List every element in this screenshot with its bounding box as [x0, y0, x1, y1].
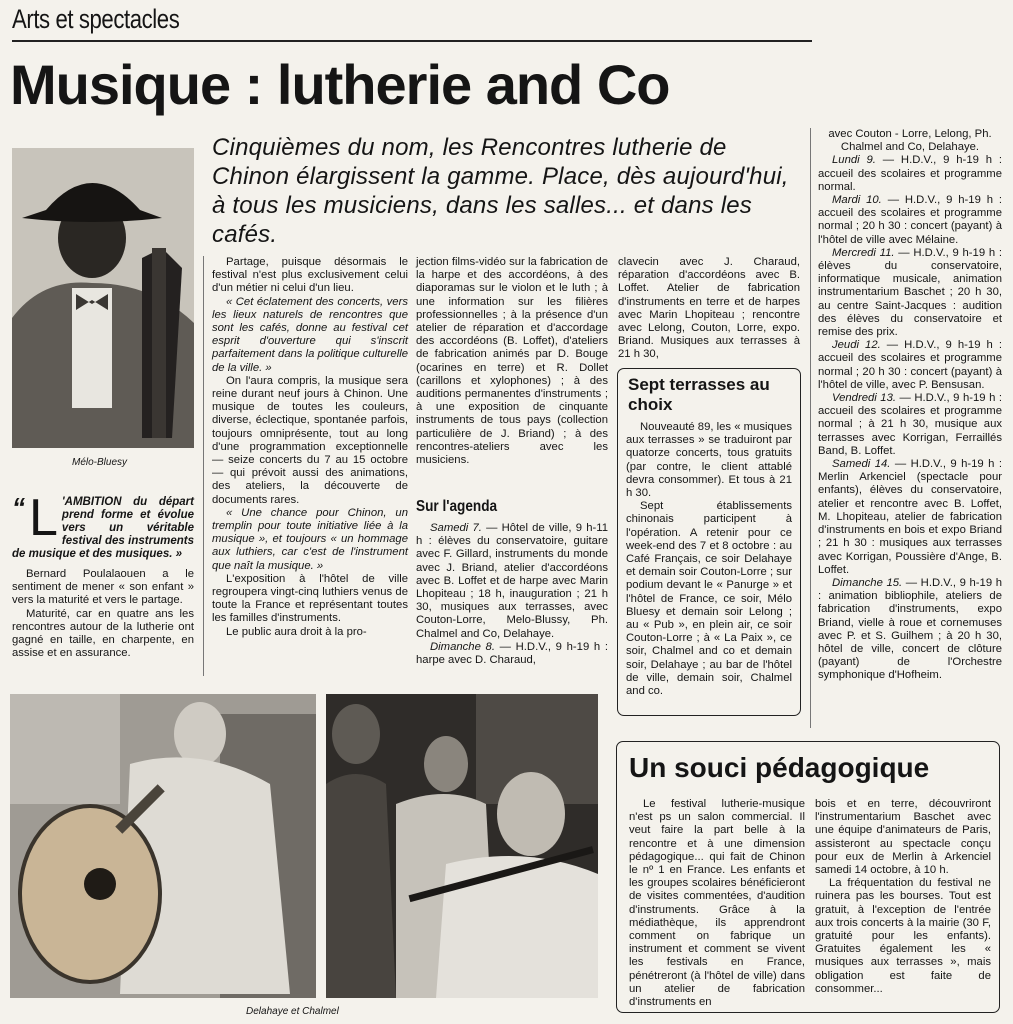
agenda-title: Sur l'agenda — [416, 498, 498, 515]
agenda-day: Vendredi 13. — [832, 392, 897, 405]
agenda-text: — H.D.V., 9 h-19 h : harpe avec D. Charaud, — [416, 640, 609, 667]
agenda-text: — H.D.V., 9 h-19 h : accueil des scolaires et programme normal. — [818, 154, 1003, 193]
col4 — [618, 256, 800, 362]
agenda-text: — H.D.V., 9 h-19 h : Merlin Arkenciel (spectacle pour enfants), élèves du conservatoire, atelier et rencontre avec B. Loffet, M. Lhopiteau, atelier de fabrication d'instruments en bois et expo Briand ; 21 h 30 : musiques aux terrasses avec Korrigan, Poussière d'Ange, B. Loffet. — [818, 458, 1002, 576]
souci-left — [629, 798, 805, 1009]
terrasses-box — [617, 368, 801, 716]
photo-melo-bluesy-image — [12, 148, 194, 448]
column-rule — [203, 256, 204, 676]
souci-right — [815, 798, 991, 996]
lede: Cinquièmes du nom, les Rencontres lutherie de Chinon élargissent la gamme. Place, dès aujourd'hui, à tous les musiciens, dans les salles... et dans les cafés. — [212, 134, 789, 248]
souci-paragraph: La fréquentation du festival ne ruinera pas les bourses. Tout est gratuit, à l'exception de l'entrée aux trois concerts à la mairie (30 F, gratuité pour les enfants). Gratuites également les « musiques aux terrasses », mais obligation est faite de consommer... — [815, 877, 991, 995]
col2-paragraph: On l'aura compris, la musique sera reine durant neuf jours à Chinon. Une musique de toutes les couleurs, diverse, éclectique, spontanée parfois, toujours omniprésente, tout au long d'une programmation exceptionnelle — seize concerts du 7 au 15 octobre — qui prévoit aussi des animations, des ateliers, la découverte de documents rares. — [212, 374, 408, 506]
intro-text: 'AMBITION du départ prend forme et évolue vers un véritable festival des instruments de musique et des musiques. » — [12, 496, 194, 560]
col4-paragraph: clavecin avec J. Charaud, réparation d'accordéons avec B. Loffet. Atelier de fabrication d'instruments en terre et de harpes avec Marin Lhopiteau ; rencontre avec Lelong, Couton, Lorre, expo. Briand. Musiques aux terrasses à 21 h 30, — [618, 256, 800, 361]
agenda-text: — H.D.V., 9 h-19 h : accueil des scolaires et programme normal ; 20 h 30 : concert (payant) à l'hôtel de ville avec Mélaine. — [818, 194, 1003, 246]
agenda-text: — Hôtel de ville, 9 h-11 h : élèves du conservatoire, guitare avec F. Gillard, instruments du monde avec J. Briand, atelier d'accordéons avec B. Loffet et de harpe avec Marin Lhopiteau ; 18 h, inauguration ; 21 h 30, musiques aux terrasses, avec Couton-Lorre, Melo-Blussy, Ph. Chalmel and Co, Delahaye. — [416, 522, 608, 640]
souci-title: Un souci pédagogique — [629, 752, 930, 783]
terrasses-title: Sept terrasses au choix — [628, 375, 770, 414]
col2 — [212, 256, 408, 639]
col5-head: avec Couton - Lorre, Lelong, Ph. Chalmel and Co, Delahaye. — [828, 128, 992, 154]
col2-paragraph: Partage, puisque désormais le festival n'est plus exclusivement celui d'un métier ni celui d'un lieu. — [212, 256, 408, 295]
agenda-day: Samedi 14. — [832, 458, 891, 471]
header-rule — [12, 40, 812, 42]
photo-melo-bluesy — [12, 148, 194, 448]
agenda-text: — H.D.V., 9 h-19 h : élèves du conservatoire, informatique musicale, animation instrumentarium Baschet ; 20 h 30, au centre Saint-Jacques : audition des élèves du conservatoire et remise des prix. — [818, 246, 1003, 339]
col2-paragraph: L'exposition à l'hôtel de ville regroupera vingt-cinq luthiers venus de toute la France et représentant toutes les familles d'instruments. — [212, 572, 408, 625]
agenda-day: Samedi 7. — [430, 522, 482, 534]
intro-paragraph — [12, 489, 194, 561]
agenda-day: Dimanche 15. — [832, 576, 903, 589]
terrasses-paragraph: Nouveauté 89, les « musiques aux terrasses » se traduiront par quatorze concerts, tous gratuits (par contre, le client attablé devra consommer). Et tous à 21 h 30. — [626, 421, 792, 500]
headline: Musique : lutherie and Co — [10, 53, 670, 116]
souci-box — [616, 741, 1000, 1013]
photo-flutist-image — [326, 694, 598, 998]
col1-paragraph: Maturité, car en quatre ans les rencontres autour de la lutherie ont gagné en taille, en charpente, en assise et en assurance. — [12, 607, 194, 660]
col1 — [12, 568, 194, 660]
terrasses-paragraph: Sept établissements chinonais participent à l'opération. A retenir pour ce week-end des 7 et 8 octobre : au Café Français, ce soir Delahaye et demain soir Couton-Lorre ; sur podium devant le « Panurge » et l'hôtel de France, ce soir, Mélo Bluesy et demain soir Lelong ; au « Pub », en plein air, ce soir Couton-Lorre ; à « La Paix », ce soir, Chalmel and co et demain soir, Delahaye ; au bar de l'hôtel de ville, demain soir, Chalmel and co. — [626, 500, 792, 698]
col2-paragraph: Le public aura droit à la pro- — [226, 625, 367, 638]
agenda-col3 — [416, 522, 608, 667]
col2-quote: « Une chance pour Chinon, un tremplin pour toute initiative liée à la musique », et toujours « un hommage aux luthiers, car c'est de l'instrument que naît la musique. » — [212, 506, 408, 572]
photo-guitarist — [10, 694, 316, 998]
agenda-day: Lundi 9. — [832, 154, 876, 167]
photo1-caption: Mélo-Bluesy — [72, 457, 128, 468]
col1-paragraph: Bernard Poulalaouen a le sentiment de mener « son enfant » vers la maturité et vers le partage. — [12, 568, 194, 607]
souci-paragraph: Le festival lutherie-musique n'est ps un salon commercial. Il veut faire la part belle à la rencontre et à une dimension pédagogique... qui fait de Chinon le nº 1 en France. Les enfants et les groupes scolaires bénéficieront de visites commentées, d'audition d'instruments. Grâce à la médiathèque, ils apprendront comment on fabrique un instrument et comment se vivent les festivals en France, pénétreront (à l'hôtel de ville) dans un atelier de fabrication d'instruments en — [629, 798, 805, 1009]
agenda-day: Dimanche 8. — [430, 640, 495, 653]
section-title: Arts et spectacles — [12, 4, 180, 34]
agenda-text: — H.D.V., 9 h-19 h : accueil des scolaires et programme normal ; 20 h 30 : concert (payant) à l'hôtel de ville, avec P. Bensusan. — [818, 339, 1003, 391]
agenda-day: Jeudi 12. — [832, 339, 881, 352]
col5 — [818, 128, 1002, 683]
col2-quote: « Cet éclatement des concerts, vers les lieux naturels de rencontres que sont les cafés, donne au festival cet esprit d'ouverture qui s'inscrit parfaitement dans la politique culturelle de la ville. » — [212, 295, 408, 374]
photo-guitarist-image — [10, 694, 316, 998]
bleed-through — [820, 2, 1010, 92]
terrasses-body — [626, 421, 792, 698]
photo2-caption: Delahaye et Chalmel — [246, 1006, 339, 1017]
col3-paragraph: jection films-vidéo sur la fabrication de la harpe et des accordéons, à des diaporamas sur le violon et le luth ; à une information sur les filières professionnelles ; à la présence d'un atelier de réparation et d'accordage des accordéons (B. Loffet), d'ateliers de fabrication animés par D. Bouge (ocarines en terre) et R. Dollet (carillons et xylophones) ; à des auditions permanentes d'instruments ; à une exposition de cinquante instruments de tous pays (collection particulière de J. Briand) ; à des rencontres-ateliers avec les musiciens. — [416, 256, 608, 467]
agenda-text: — H.D.V., 9 h-19 h : animation bibliophile, ateliers de fabrication d'instruments, expo Briand, vielle à roue et cornemuses avec P. et S. Guilhem ; à 20 h 30, hôtel de ville, concert de clôture (payant) de l'Orchestre symphonique d'Hofheim. — [818, 576, 1002, 682]
souci-paragraph: bois et en terre, découvriront l'instrumentarium Baschet avec une équipe d'animateurs de Paris, assisteront au spectacle conçu pour eux de Merlin à Arkenciel samedi 14 octobre, à 10 h. — [815, 798, 991, 877]
agenda-text: — H.D.V., 9 h-19 h : accueil des scolaires et programme normal ; à 21 h 30, musique aux terrasses avec Korrigan, Ferraillés Band, B. Loffet. — [818, 392, 1002, 457]
agenda-day: Mercredi 11. — [832, 246, 895, 259]
col3 — [416, 256, 608, 467]
photo-flutist — [326, 694, 598, 998]
column-rule — [810, 128, 811, 728]
agenda-day: Mardi 10. — [832, 194, 882, 207]
drop-cap: L — [29, 489, 58, 547]
quote-mark: “ — [12, 492, 25, 522]
